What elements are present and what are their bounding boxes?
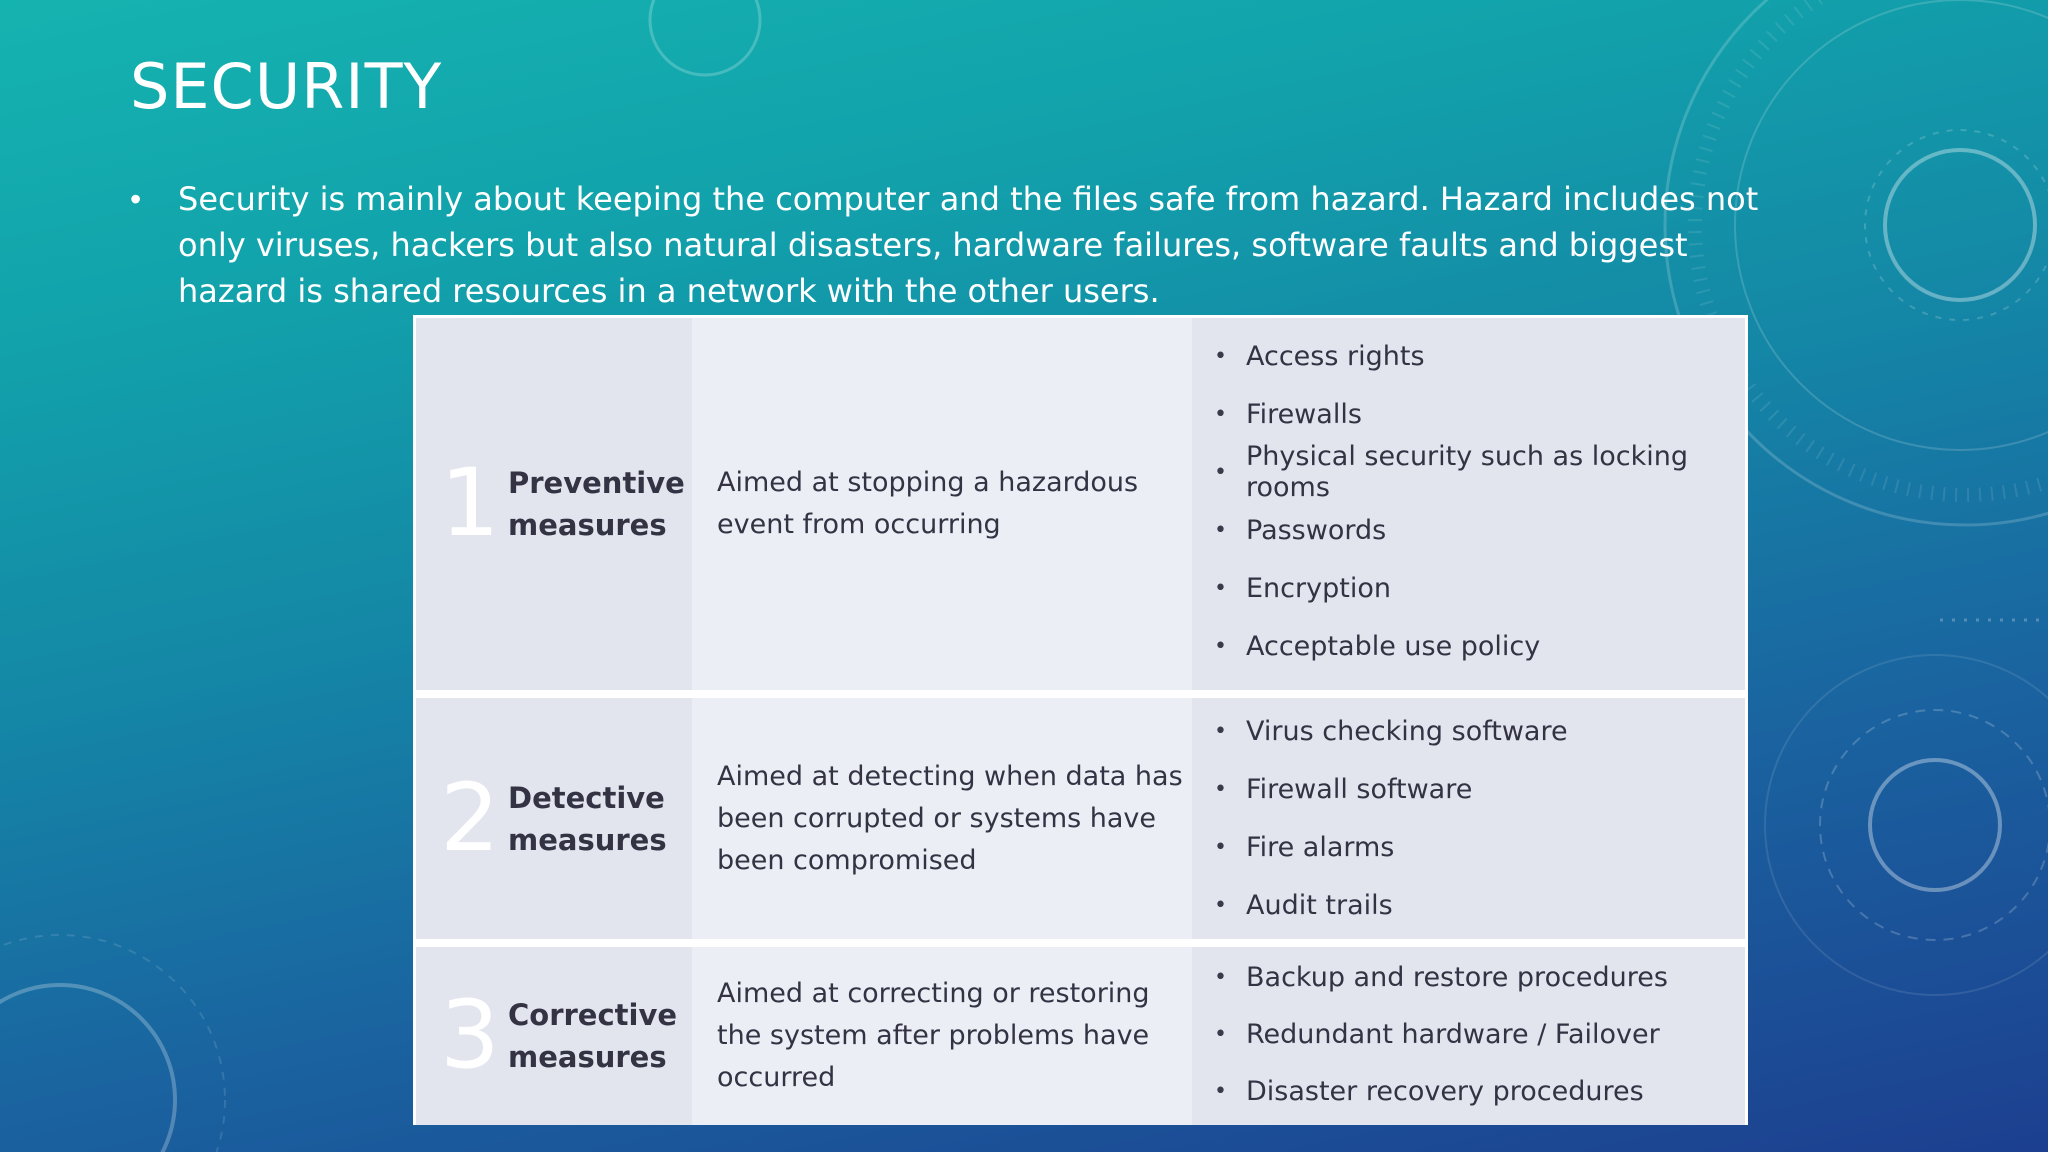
examples-list	[1214, 949, 1668, 1120]
list-item: • Physical security such as locking rooms	[1214, 441, 1688, 503]
measure-number: 3	[440, 981, 500, 1090]
table-row-detective	[416, 698, 1745, 939]
list-item: • Fire alarms	[1214, 831, 1395, 863]
bullet-icon: •	[1214, 401, 1227, 427]
slide-title: SECURITY	[130, 50, 443, 123]
list-item: • Disaster recovery procedures	[1214, 1076, 1644, 1107]
bullet-icon: •	[1214, 1079, 1227, 1104]
measure-label: Corrective measures	[508, 998, 678, 1074]
measure-description-cell	[692, 698, 1192, 939]
bullet-icon: •	[1214, 834, 1227, 860]
list-item: • Redundant hardware / Failover	[1214, 1019, 1660, 1050]
list-item: • Acceptable use policy	[1214, 630, 1541, 662]
measure-examples-cell	[1192, 947, 1745, 1125]
measure-label-cell	[416, 318, 692, 690]
table-row-preventive	[416, 318, 1745, 690]
list-item: • Virus checking software	[1214, 715, 1568, 747]
list-item: • Access rights	[1214, 340, 1425, 372]
security-measures-table	[413, 315, 1748, 1125]
bullet-icon: •	[130, 181, 142, 217]
measure-description: Aimed at detecting when data has been corrupted or systems have been compromised	[717, 760, 1183, 876]
intro-text: Security is mainly about keeping the computer and the files safe from hazard. Hazard includes not only viruses, hackers but also natural disasters, hardware failures, software faults and biggest hazard is shared resources in a network with the other users.	[178, 180, 1759, 310]
examples-list	[1214, 327, 1745, 675]
measure-number: 1	[440, 449, 500, 558]
measure-label: Detective measures	[508, 780, 667, 857]
measure-description: Aimed at stopping a hazardous event from occurring	[717, 467, 1139, 540]
bullet-icon: •	[1214, 1022, 1227, 1047]
bullet-icon: •	[1214, 575, 1227, 601]
intro-bullet	[130, 176, 1790, 314]
list-item: • Firewall software	[1214, 773, 1473, 805]
measure-description-cell	[692, 947, 1192, 1125]
measure-description-cell	[692, 318, 1192, 690]
bullet-icon: •	[1214, 965, 1227, 990]
bullet-icon: •	[1214, 892, 1227, 918]
bullet-icon: •	[1214, 343, 1227, 369]
measure-label-cell	[416, 698, 692, 939]
bullet-icon: •	[1214, 459, 1227, 485]
list-item: • Encryption	[1214, 572, 1391, 604]
bullet-icon: •	[1214, 517, 1227, 543]
measure-label-cell	[416, 947, 692, 1125]
measure-number: 2	[440, 763, 500, 873]
examples-list	[1214, 702, 1568, 934]
measure-description: Aimed at correcting or restoring the system after problems have occurred	[717, 978, 1150, 1093]
measure-examples-cell	[1192, 698, 1745, 939]
measure-examples-cell	[1192, 318, 1745, 690]
list-item: • Passwords	[1214, 514, 1387, 546]
bullet-icon: •	[1214, 633, 1227, 659]
list-item: • Backup and restore procedures	[1214, 962, 1668, 993]
list-item: • Firewalls	[1214, 398, 1362, 430]
bullet-icon: •	[1214, 776, 1227, 802]
list-item: • Audit trails	[1214, 889, 1393, 921]
table-row-corrective	[416, 947, 1745, 1125]
measure-label: Preventive measures	[508, 466, 685, 542]
bullet-icon: •	[1214, 718, 1227, 744]
